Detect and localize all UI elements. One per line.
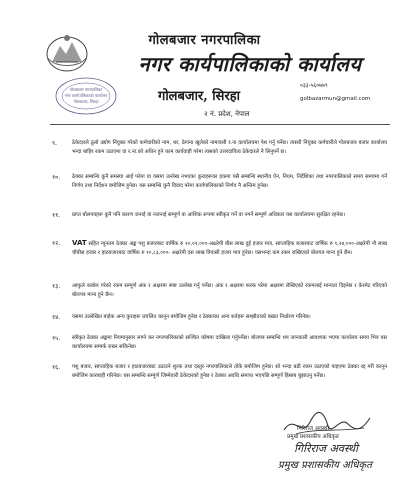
item-text: ठेक्का सम्बन्धि कुनै समस्या आई परेमा वा यसमा उल्लेख नभएका कुराहरूका हकमा यसै सम्बन्धि स्थानीय ऐन, नियम, निर्देशिका तथा नगरपालिकाले समय समयमा गर्ने निर्णय तथा निर्देशन बमोजिम हुनेछ। यस सम्बन्धि कुनै विवाद परेमा कार्यपालिकाको निर्णय नै अन्तिम हुनेछ। — [72, 174, 387, 189]
item-text: प्राप्त बोलपत्रहरू कुनै पनि कारण जनाई वा नजनाई सम्पूर्ण वा आंशिक रूपमा स्वीकृत गर्ने वा नगर्ने सम्पूर्ण अधिकार यस कार्यालयमा सुरक्षित रहनेछ। — [72, 212, 346, 218]
signatory-title: प्रमुख प्रशासकीय अधिकृत — [287, 434, 339, 440]
stamp-name: गिरिराज अवस्थी — [294, 442, 358, 455]
item-number: १४. — [52, 314, 61, 321]
signatory-name: गिरिराज अवस्थी — [297, 426, 329, 432]
item-text: ठेकेदारले ठूलो उद्योग नियुक्त गरेको कर्मचारीको नाम, थर, ठेगाना खुलेको नामावली र.ना कार्यालयमा पेश गर्नु पर्नेछ। त्यसरी नियुक्त कर्मचारीले गोलबजार बजार कार्यालय भन्दा बाहिर रकम उठाएमा वा र.ना.को अधिन हुने काम कार्यवाही गरेमा त्यसको उत्तरदायित्व ठेकेदारले नै लिनुपर्ने छ। — [72, 140, 387, 155]
phone-number: ०३३-५६०७७९ — [300, 83, 328, 89]
office-title: नगर कार्यपालिकाको कार्यालय — [138, 52, 362, 76]
vat-label: VAT — [72, 239, 87, 247]
seal-line-3: गोलबजार, सिरहा — [73, 99, 99, 104]
seal-line-1: गोलबजार नगरपालिका — [69, 87, 103, 92]
seal-line-2: नगर कार्यपालिकाको कार्यालय — [64, 93, 108, 98]
item-number: १६. — [52, 364, 61, 371]
item-number: ११. — [52, 212, 61, 219]
province-title: २ नं. प्रदेश, नेपाल — [204, 110, 250, 118]
item-number: १५. — [52, 335, 61, 342]
stamp-title: प्रमुख प्रशासकीय अधिकृत — [278, 460, 372, 471]
item-number: १०. — [52, 174, 61, 181]
item-text-vat — [72, 239, 387, 258]
item-number: १३. — [52, 283, 61, 290]
location-title: गोलबजार, सिरहा — [158, 89, 241, 104]
item-number: १२. — [52, 240, 61, 247]
email-address: golbazarmun@gmail.com — [300, 96, 371, 102]
item-number: ९. — [52, 140, 58, 147]
item-text: सहित न्यूनतम ठेक्का अङ्क पशु बजारबाट वार्षिक रु २०,०२,०००-अक्षरेपी बीस लाख दुई हजार मात्र, साप्ताहिक बजारबाट वार्षिक रु ९,२४,०००-अक्षरेपी नौ लाख चौबीस हजार र हाटबजारबाट वार्षिक रु १०,८३,०००- अक्षरेपी दस लाख त्रियासी हजार मात्र हुनेछ। यसभन्दा कम रकम राखिएको बोलपत्र मान्य हुने छैन। — [72, 241, 387, 256]
item-text: आफुले कबोल गरेको रकम सम्पूर्ण अंक र अक्षरमा स्पष्ट उल्लेख गर्नु पर्नेछ। अंक र अक्षरमा फरक परेमा अक्षरमा लेखिएको रकमलाई मान्यता दिइनेछ र केरमेट गरिएको बोलपत्र मान्य हुने छैन। — [72, 283, 387, 298]
municipal-seal-icon — [54, 76, 154, 116]
contact-block — [300, 80, 400, 106]
header-divider — [50, 124, 390, 125]
item-text: यसमा उल्लेखित बाहेक अन्य कुराहरू प्रचलित कानून बमोजिम हुनेछ र ठेक्काका अन्य शर्तहरू सम्झौताको बखत निर्धारण गरिनेछ। — [72, 314, 311, 320]
item-text: पशु बजार, साप्ताहिक बजार र हाटबजारबाट उठाउने शुल्क तथा दस्तुर नगरपालिकाले तोके बमोजिम हुनेछ। सो भन्दा बढी रकम उठाएको पाइएमा ठेक्का रद्द गरी कानून बमोजिम कारबाही गरिनेछ। यस सम्बन्धि सम्पूर्ण जिम्मेवारी ठेकेदारको हुनेछ र ठेक्का अवधि समाप्त भएपछि सम्पूर्ण हिसाब बुझाउनु पर्नेछ। — [72, 364, 387, 379]
item-text: स्वीकृत ठेक्का अङ्कमा नियमानुसार लाग्ने कर नगरपालिकाको सञ्चित कोषमा दाखिला गर्नुपर्नेछ। बोलपत्र सम्बन्धि थप जानकारी आवश्यक भएमा कार्यालय समय भित्र यस कार्यालयमा सम्पर्क राख्न सकिनेछ। — [72, 335, 387, 350]
municipality-title: गोलबजार नगरपालिका — [148, 33, 261, 48]
